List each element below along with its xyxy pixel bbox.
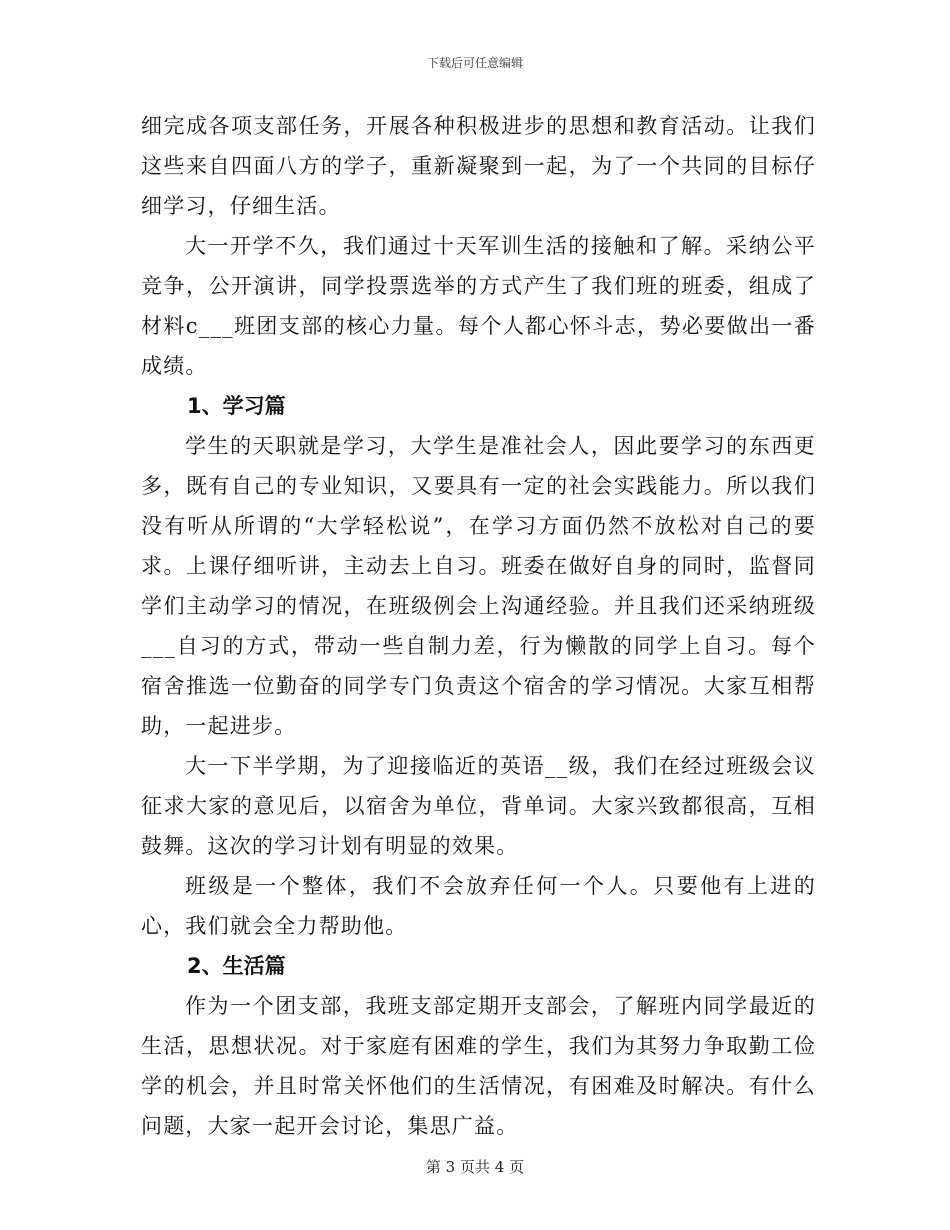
paragraph-study-3: 班级是一个整体，我们不会放弃任何一个人。只要他有上进的心，我们就会全力帮助他。: [141, 874, 816, 938]
document-body: [141, 106, 816, 1146]
section-title-study: 1、学习篇: [187, 394, 286, 418]
paragraph-class-committee: 大一开学不久，我们通过十天军训生活的接触和了解。采纳公平竞争，公开演讲，同学投票选举的方式产生了我们班的班委，组成了材料c___班团支部的核心力量。每个人都心怀斗志，势必要做出一番成绩。: [141, 234, 816, 378]
section-title-life: 2、生活篇: [187, 954, 286, 978]
paragraph-study-2: 大一下半学期，为了迎接临近的英语__级，我们在经过班级会议征求大家的意见后，以宿舍为单位，背单词。大家兴致都很高，互相鼓舞。这次的学习计划有明显的效果。: [141, 754, 816, 858]
paragraph-life-1: 作为一个团支部，我班支部定期开支部会，了解班内同学最近的生活，思想状况。对于家庭有困难的学生，我们为其努力争取勤工俭学的机会，并且时常关怀他们的生活情况，有困难及时解决。有什么问题，大家一起开会讨论，集思广益。: [141, 994, 816, 1138]
paragraph-continued: 细完成各项支部任务，开展各种积极进步的思想和教育活动。让我们这些来自四面八方的学子，重新凝聚到一起，为了一个共同的目标仔细学习，仔细生活。: [141, 114, 816, 218]
paragraph-study-1: 学生的天职就是学习，大学生是准社会人，因此要学习的东西更多，既有自己的专业知识，又要具有一定的社会实践能力。所以我们没有听从所谓的“大学轻松说”，在学习方面仍然不放松对自己的要求。上课仔细听讲，主动去上自习。班委在做好自身的同时，监督同学们主动学习的情况，在班级例会上沟通经验。并且我们还采纳班级___自习的方式，带动一些自制力差，行为懒散的同学上自习。每个宿舍推选一位勤奋的同学专门负责这个宿舍的学习情况。大家互相帮助，一起进步。: [141, 434, 816, 738]
page-header: 下载后可任意编辑: [426, 56, 523, 70]
page-footer: 第 3 页共 4 页: [425, 1158, 525, 1176]
